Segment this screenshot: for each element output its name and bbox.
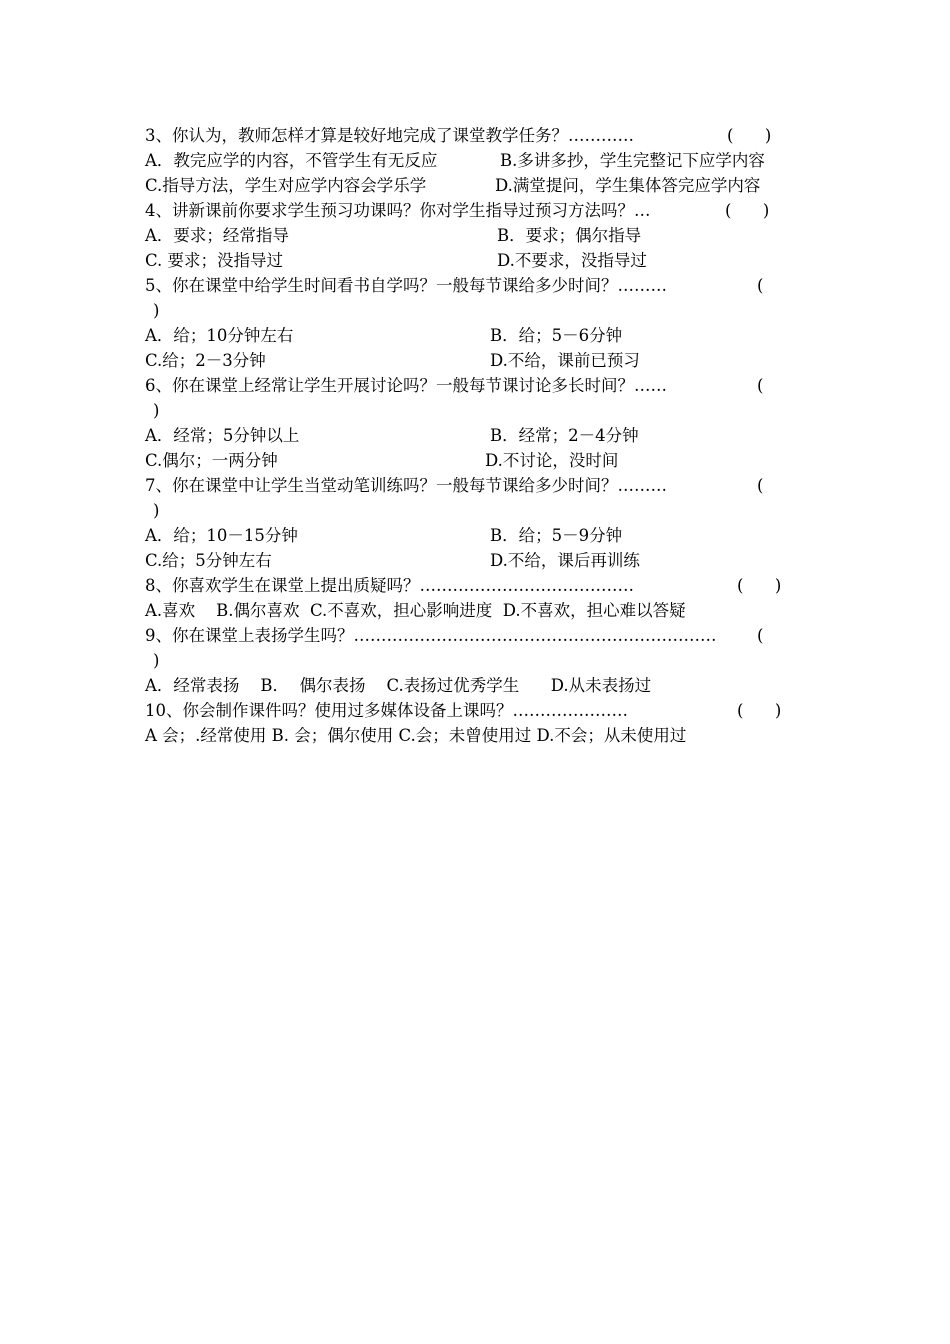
question-8 bbox=[145, 573, 815, 598]
option-row bbox=[145, 723, 815, 748]
question-5 bbox=[145, 273, 815, 298]
question-text: 6、你在课堂上经常让学生开展讨论吗？一般每节课讨论多长时间？…… bbox=[145, 376, 667, 395]
answer-blank-open: ( bbox=[757, 376, 764, 395]
option-d: D.不给，课前已预习 bbox=[490, 351, 640, 370]
answer-blank-open: ( bbox=[757, 476, 764, 495]
option-d: D.不讨论，没时间 bbox=[485, 451, 619, 470]
option-row bbox=[145, 173, 815, 198]
question-text: 7、你在课堂中让学生当堂动笔训练吗？一般每节课给多少时间？……… bbox=[145, 476, 667, 495]
options-inline: A.喜欢 B.偶尔喜欢 C.不喜欢，担心影响进度 D.不喜欢，担心难以答疑 bbox=[145, 601, 686, 620]
answer-blank: ( ) bbox=[737, 576, 782, 595]
option-a: A．经常；5分钟以上 bbox=[145, 426, 300, 445]
question-10 bbox=[145, 698, 815, 723]
option-d: D.满堂提问，学生集体答完应学内容 bbox=[495, 176, 761, 195]
option-row bbox=[145, 248, 815, 273]
answer-blank: ( ) bbox=[727, 126, 772, 145]
option-b: B.多讲多抄，学生完整记下应学内容 bbox=[500, 151, 765, 170]
answer-blank: ( ) bbox=[737, 701, 782, 720]
answer-blank-close-row bbox=[145, 498, 815, 523]
option-row bbox=[145, 448, 815, 473]
option-d: D.不给，课后再训练 bbox=[490, 551, 640, 570]
option-c: C.给；5分钟左右 bbox=[145, 551, 272, 570]
answer-blank-close: ) bbox=[153, 301, 160, 320]
question-4 bbox=[145, 198, 815, 223]
question-text: 3、你认为，教师怎样才算是较好地完成了课堂教学任务？………… bbox=[145, 126, 634, 145]
question-text: 9、你在课堂上表扬学生吗？………………………………………………………… bbox=[145, 626, 717, 645]
answer-blank-open: ( bbox=[757, 276, 764, 295]
option-b: B．给；5－9分钟 bbox=[490, 526, 623, 545]
option-a: A．教完应学的内容，不管学生有无反应 bbox=[145, 151, 438, 170]
option-c: C.指导方法，学生对应学内容会学乐学 bbox=[145, 176, 427, 195]
options-inline: A．经常表扬 B． 偶尔表扬 C.表扬过优秀学生 D.从未表扬过 bbox=[145, 676, 652, 695]
option-b: B．给；5－6分钟 bbox=[490, 326, 623, 345]
question-text: 8、你喜欢学生在课堂上提出质疑吗？………………………………… bbox=[145, 576, 634, 595]
option-row bbox=[145, 523, 815, 548]
answer-blank-open: ( bbox=[757, 626, 764, 645]
option-row bbox=[145, 423, 815, 448]
option-c: C.偶尔；一两分钟 bbox=[145, 451, 278, 470]
option-row bbox=[145, 548, 815, 573]
option-c: C. 要求；没指导过 bbox=[145, 251, 284, 270]
question-text: 10、你会制作课件吗？使用过多媒体设备上课吗？………………… bbox=[145, 701, 628, 720]
option-row bbox=[145, 673, 815, 698]
option-row bbox=[145, 223, 815, 248]
question-text: 4、讲新课前你要求学生预习功课吗？你对学生指导过预习方法吗？… bbox=[145, 201, 651, 220]
option-c: C.给；2－3分钟 bbox=[145, 351, 266, 370]
option-row bbox=[145, 348, 815, 373]
answer-blank-close-row bbox=[145, 398, 815, 423]
options-inline: A 会；.经常使用 B. 会；偶尔使用 C.会；未曾使用过 D.不会；从未使用过 bbox=[145, 726, 687, 745]
answer-blank: ( ) bbox=[725, 201, 770, 220]
questionnaire bbox=[145, 123, 815, 748]
option-a: A．给；10分钟左右 bbox=[145, 326, 294, 345]
answer-blank-close: ) bbox=[153, 651, 160, 670]
question-3 bbox=[145, 123, 815, 148]
question-text: 5、你在课堂中给学生时间看书自学吗？一般每节课给多少时间？……… bbox=[145, 276, 667, 295]
option-row bbox=[145, 598, 815, 623]
answer-blank-close-row bbox=[145, 298, 815, 323]
option-a: A．要求；经常指导 bbox=[145, 226, 289, 245]
option-b: B．经常；2－4分钟 bbox=[490, 426, 639, 445]
question-9 bbox=[145, 623, 815, 648]
option-a: A．给；10－15分钟 bbox=[145, 526, 298, 545]
answer-blank-close-row bbox=[145, 648, 815, 673]
question-6 bbox=[145, 373, 815, 398]
answer-blank-close: ) bbox=[153, 401, 160, 420]
question-7 bbox=[145, 473, 815, 498]
option-row bbox=[145, 148, 815, 173]
answer-blank-close: ) bbox=[153, 501, 160, 520]
option-d: D.不要求，没指导过 bbox=[497, 251, 647, 270]
option-row bbox=[145, 323, 815, 348]
option-b: B．要求；偶尔指导 bbox=[497, 226, 642, 245]
